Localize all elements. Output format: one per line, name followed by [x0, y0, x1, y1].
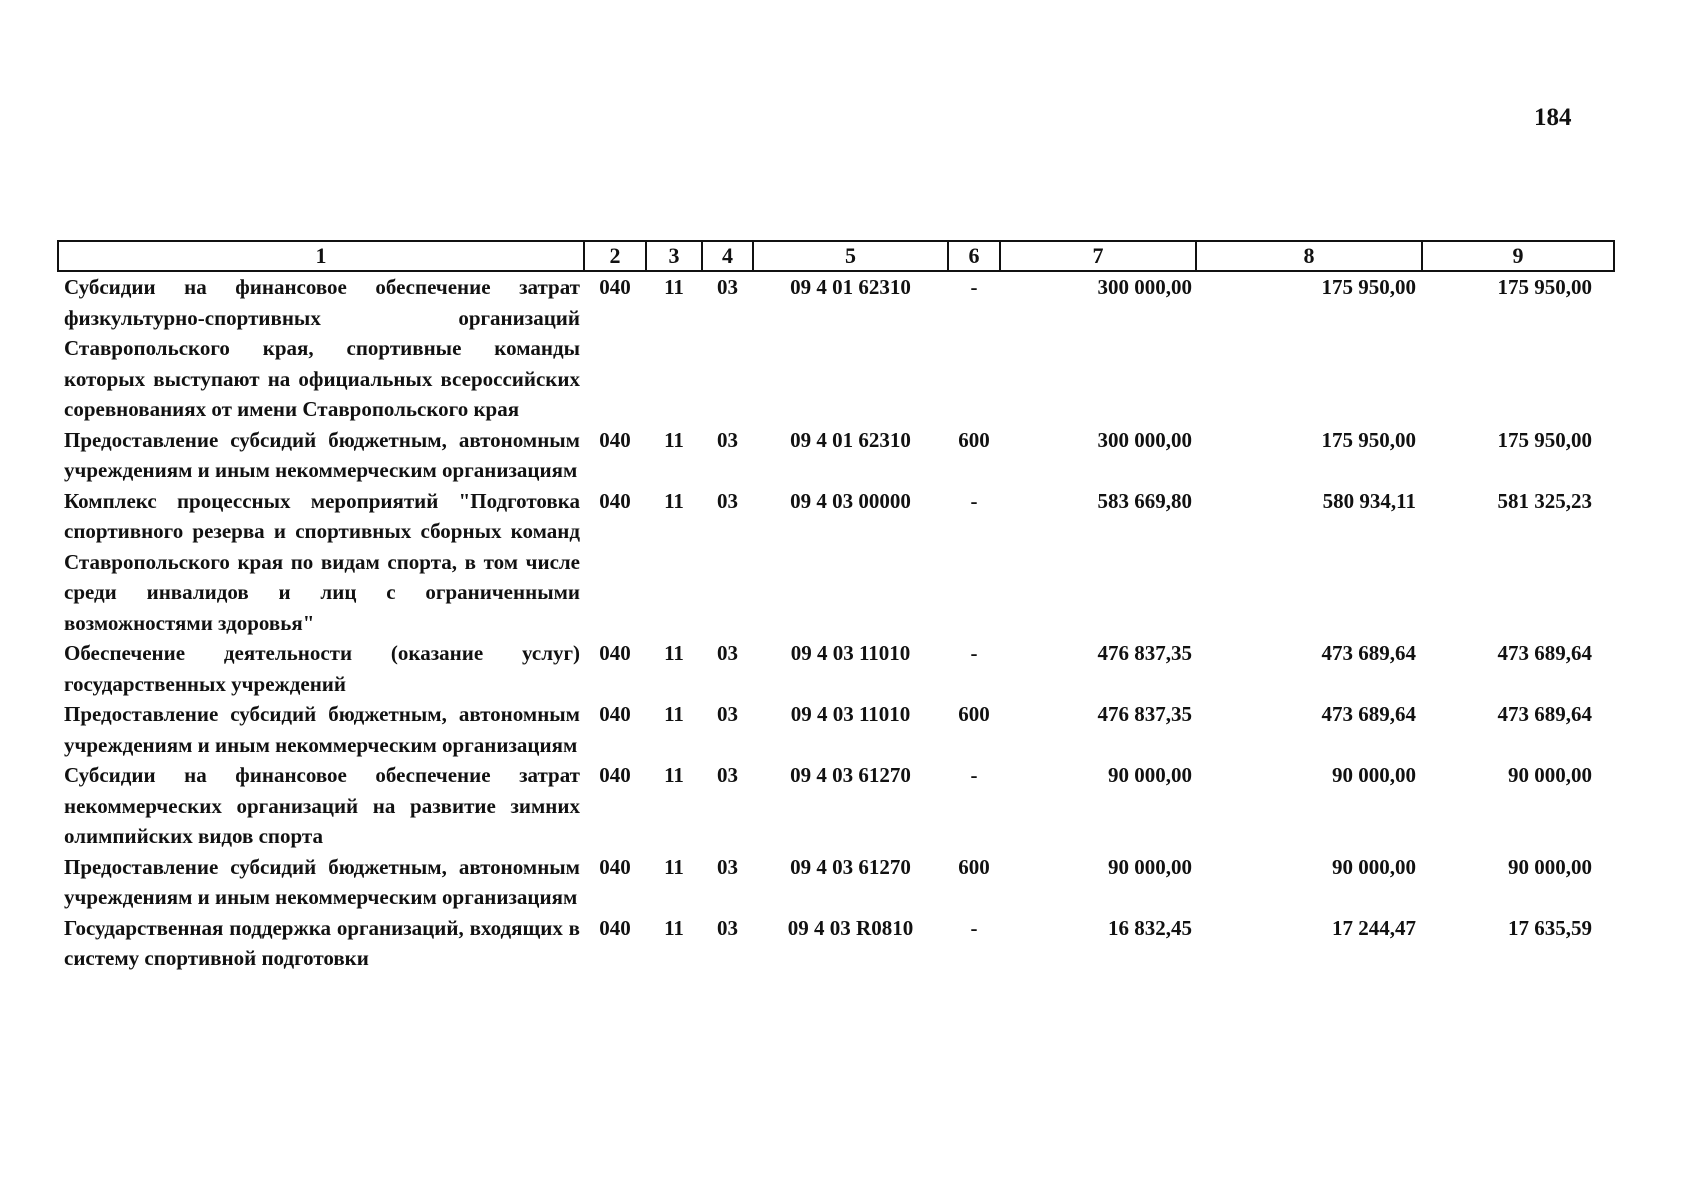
cell-col-7: 300 000,00 [1097, 275, 1192, 299]
table-header [58, 241, 1614, 271]
cell-col-9: 17 635,59 [1508, 915, 1592, 940]
cell-col-7: 583 669,80 [1097, 488, 1192, 513]
cell-col-2: 040 [599, 702, 631, 726]
cell-col-8: 473 689,64 [1321, 702, 1416, 726]
cell-col-5: 09 4 03 R0810 [787, 915, 914, 940]
cell-col-6: - [970, 915, 978, 940]
cell-col-3: 11 [664, 488, 684, 513]
table-row [58, 486, 1614, 639]
cell-col-7: 476 837,35 [1097, 641, 1192, 665]
header-row [58, 241, 1614, 271]
cell-col-5: 09 4 03 11010 [790, 641, 911, 665]
cell-col-3: 11 [664, 854, 684, 879]
header-col-3: 3 [646, 241, 702, 271]
cell-col-5: 09 4 03 61270 [790, 854, 911, 879]
cell-col-4: 03 [717, 702, 738, 726]
table-body [58, 271, 1614, 974]
cell-col-8: 175 950,00 [1321, 427, 1416, 452]
cell-col-4: 03 [717, 427, 738, 452]
cell-col-2: 040 [599, 854, 631, 879]
header-col-5: 5 [753, 241, 948, 271]
row-description: Субсидии на финансовое обеспечение затрат некоммерческих организаций на развитие зимних олимпийских видов спорта [64, 763, 580, 848]
row-description: Обеспечение деятельности (оказание услуг) государственных учреждений [64, 641, 580, 696]
cell-col-6: - [970, 488, 978, 513]
header-col-8: 8 [1196, 241, 1422, 271]
header-col-2: 2 [584, 241, 646, 271]
cell-col-8: 17 244,47 [1332, 915, 1416, 940]
cell-col-9: 581 325,23 [1497, 488, 1592, 513]
header-col-6: 6 [948, 241, 1000, 271]
cell-col-7: 476 837,35 [1097, 702, 1192, 726]
row-description: Субсидии на финансовое обеспечение затрат физкультурно-спортивных организаций Ставропольского края, спортивные команды которых выступают на официальных всероссийских соревнованиях от имени Ставропольского края [64, 275, 580, 421]
header-col-4: 4 [702, 241, 753, 271]
cell-col-4: 03 [717, 488, 738, 513]
page-number: 184 [1534, 104, 1572, 131]
cell-col-4: 03 [717, 763, 738, 787]
table-row [58, 271, 1614, 425]
table-row [58, 913, 1614, 974]
table-row [58, 638, 1614, 699]
cell-col-7: 90 000,00 [1108, 763, 1192, 787]
cell-col-4: 03 [717, 854, 738, 879]
cell-col-9: 473 689,64 [1497, 702, 1592, 726]
cell-col-6: - [970, 275, 978, 299]
cell-col-9: 473 689,64 [1497, 641, 1592, 665]
row-description: Предоставление субсидий бюджетным, автономным учреждениям и иным некоммерческим организациям [64, 702, 580, 757]
table-row [58, 760, 1614, 852]
cell-col-8: 90 000,00 [1332, 854, 1416, 879]
cell-col-3: 11 [664, 763, 684, 787]
cell-col-5: 09 4 03 00000 [790, 488, 911, 513]
table-row [58, 425, 1614, 486]
cell-col-2: 040 [599, 915, 631, 940]
cell-col-4: 03 [717, 915, 738, 940]
header-col-9: 9 [1422, 241, 1614, 271]
cell-col-7: 16 832,45 [1108, 915, 1192, 940]
header-col-7: 7 [1000, 241, 1196, 271]
budget-table [57, 240, 1615, 974]
table-row [58, 699, 1614, 760]
cell-col-9: 90 000,00 [1508, 763, 1592, 787]
cell-col-5: 09 4 03 11010 [790, 702, 911, 726]
cell-col-2: 040 [599, 488, 631, 513]
row-description: Государственная поддержка организаций, входящих в систему спортивной подготовки [64, 915, 580, 970]
cell-col-9: 175 950,00 [1497, 427, 1592, 452]
cell-col-4: 03 [717, 641, 738, 665]
cell-col-3: 11 [664, 427, 684, 452]
cell-col-8: 90 000,00 [1332, 763, 1416, 787]
cell-col-6: 600 [958, 854, 990, 879]
cell-col-6: 600 [958, 702, 990, 726]
cell-col-2: 040 [599, 641, 631, 665]
cell-col-7: 300 000,00 [1097, 427, 1192, 452]
cell-col-6: - [970, 641, 978, 665]
cell-col-8: 580 934,11 [1322, 488, 1416, 513]
cell-col-9: 90 000,00 [1508, 854, 1592, 879]
cell-col-5: 09 4 01 62310 [790, 275, 911, 299]
cell-col-3: 11 [664, 641, 684, 665]
cell-col-9: 175 950,00 [1497, 275, 1592, 299]
cell-col-6: - [970, 763, 978, 787]
cell-col-2: 040 [599, 427, 631, 452]
row-description: Комплекс процессных мероприятий "Подготовка спортивного резерва и спортивных сборных команд Ставропольского края по видам спорта, в том числе среди инвалидов и лиц с ограниченными возможностями здоровья" [64, 488, 580, 635]
cell-col-3: 11 [664, 275, 684, 299]
cell-col-3: 11 [664, 915, 684, 940]
cell-col-3: 11 [664, 702, 684, 726]
cell-col-8: 175 950,00 [1321, 275, 1416, 299]
cell-col-5: 09 4 03 61270 [790, 763, 911, 787]
cell-col-6: 600 [958, 427, 990, 452]
cell-col-2: 040 [599, 275, 631, 299]
row-description: Предоставление субсидий бюджетным, автономным учреждениям и иным некоммерческим организациям [64, 427, 580, 482]
header-col-1: 1 [58, 241, 584, 271]
cell-col-2: 040 [599, 763, 631, 787]
cell-col-7: 90 000,00 [1108, 854, 1192, 879]
cell-col-4: 03 [717, 275, 738, 299]
cell-col-5: 09 4 01 62310 [790, 427, 911, 452]
table-row [58, 852, 1614, 913]
cell-col-8: 473 689,64 [1321, 641, 1416, 665]
row-description: Предоставление субсидий бюджетным, автономным учреждениям и иным некоммерческим организациям [64, 854, 580, 909]
